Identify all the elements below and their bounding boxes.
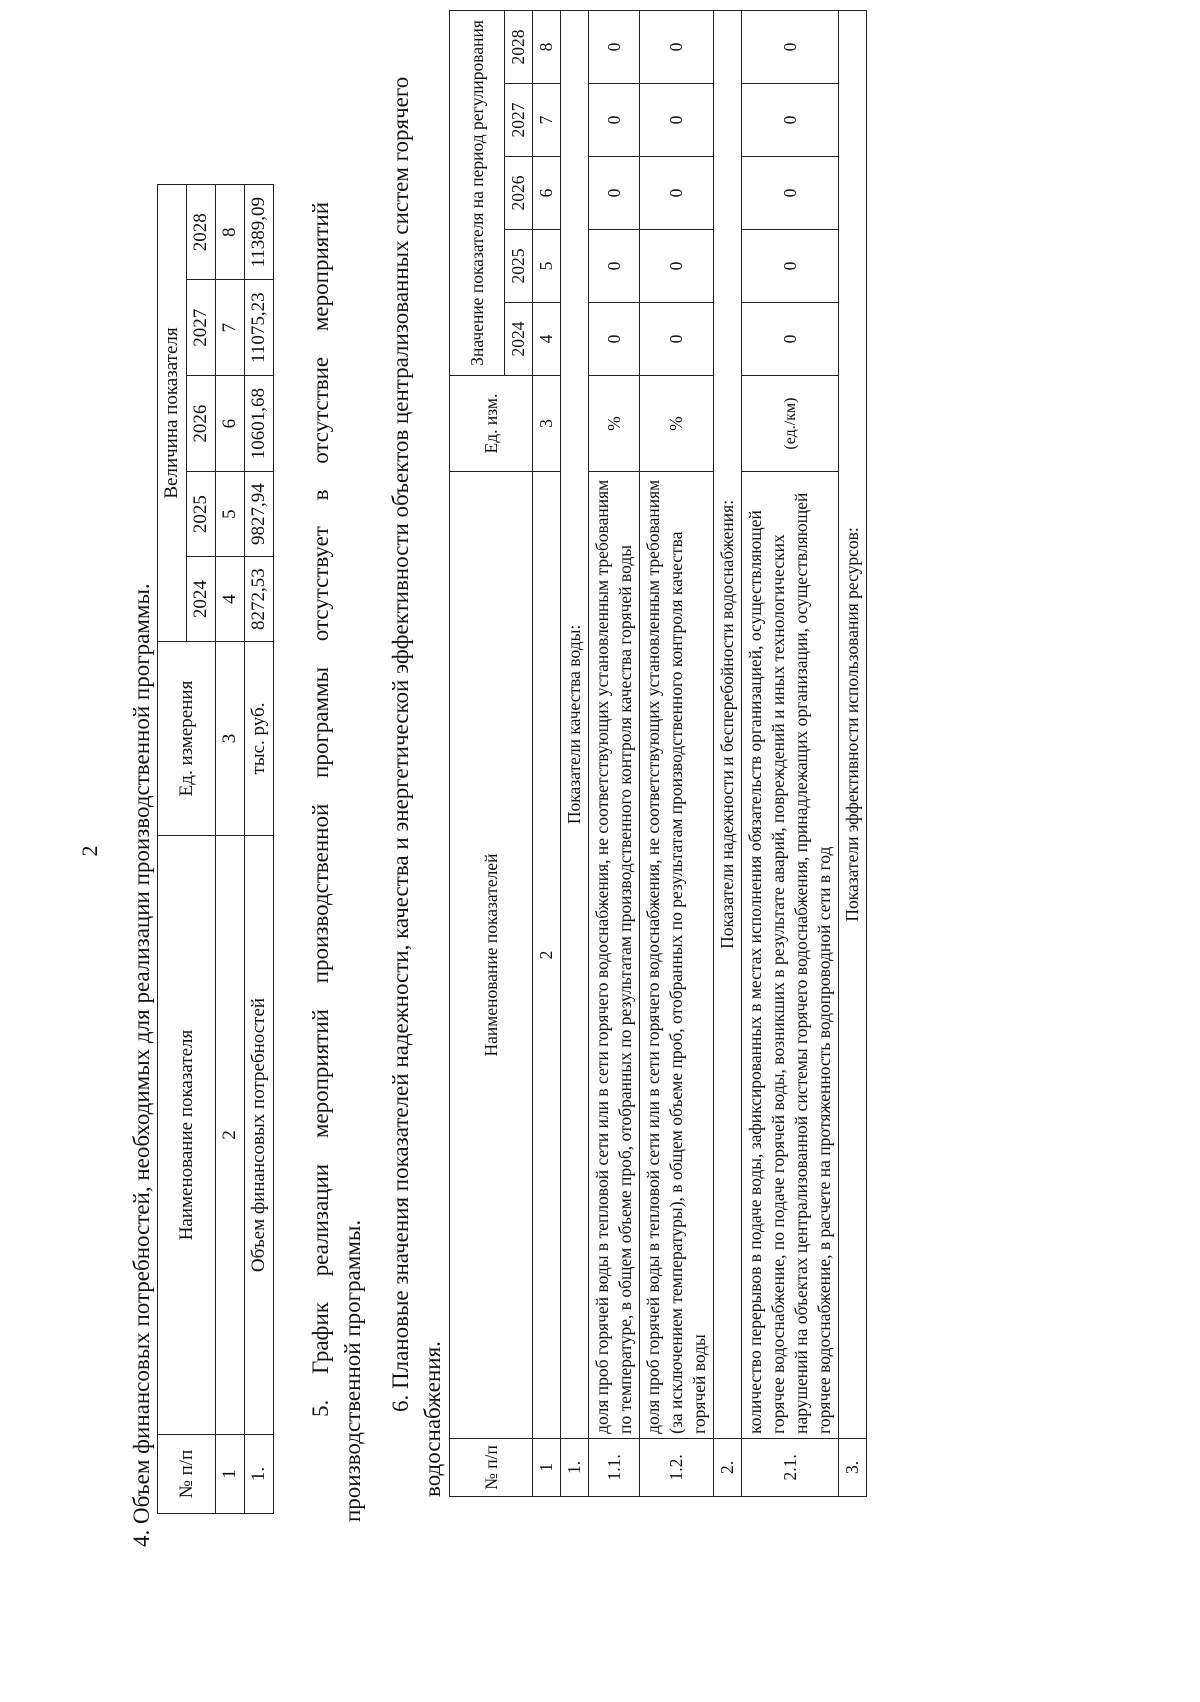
t1-colnum: 8 xyxy=(216,185,245,280)
t2-value-2024: 0 xyxy=(742,302,839,375)
t1-value-2025: 9827,94 xyxy=(245,472,274,557)
t2-value-2028: 0 xyxy=(589,11,640,84)
table-row xyxy=(714,11,742,1497)
t2-row-unit: (ед./км) xyxy=(742,375,839,471)
t2-value-2024: 0 xyxy=(589,302,640,375)
t2-row-num: 1.1. xyxy=(589,1438,640,1496)
t2-group-num: 3. xyxy=(839,1438,867,1496)
t2-header-period: Значение показателя на период регулирования xyxy=(450,11,505,376)
t2-value-2028: 0 xyxy=(640,11,714,84)
t2-group-title: Показатели надежности и бесперебойности водоснабжения: xyxy=(714,11,742,1439)
t1-year-2025: 2025 xyxy=(187,472,216,557)
t1-header-name: Наименование показателя xyxy=(158,836,216,1435)
t2-value-2028: 0 xyxy=(742,11,839,84)
t2-row-name: количество перерывов в подаче воды, зафиксированных в местах исполнения обязательств организацией, осуществляющей горячее водоснабжение, по подаче горячей воды, возникших в результате аварий, повреждений и иных технологических нарушений на объектах централизованной системы горячего водоснабжения, принадлежащих организации, осуществляющей горячее водоснабжение, в расчете на протяженность водопроводной сети в год xyxy=(742,472,839,1439)
t2-group-num: 1. xyxy=(561,1438,589,1496)
t2-row-num: 2.1. xyxy=(742,1438,839,1496)
t2-header-unit: Ед. изм. xyxy=(450,375,533,471)
t2-value-2026: 0 xyxy=(640,157,714,230)
t2-value-2027: 0 xyxy=(640,84,714,157)
t2-group-title: Показатели качества воды: xyxy=(561,11,589,1439)
table-row xyxy=(589,11,640,1497)
t1-header-num: № п/п xyxy=(158,1435,216,1514)
t1-value-2024: 8272,53 xyxy=(245,557,274,642)
t2-colnum: 8 xyxy=(533,11,561,84)
t1-year-2024: 2024 xyxy=(187,557,216,642)
t1-row-unit: тыс. руб. xyxy=(245,642,274,836)
t1-colnum: 2 xyxy=(216,836,245,1435)
t2-year-2027: 2027 xyxy=(505,84,533,157)
t2-year-2024: 2024 xyxy=(505,302,533,375)
t1-colnum: 7 xyxy=(216,280,245,375)
t1-value-2027: 11075,23 xyxy=(245,280,274,375)
financial-needs-table xyxy=(157,184,274,1514)
table-row xyxy=(839,11,867,1497)
t2-row-name: доля проб горячей воды в тепловой сети или в сети горячего водоснабжения, не соответствующих установленным требованиям по температуре, в общем объеме проб, отобранных по результатам производственного контроля качества горячей воды xyxy=(589,472,640,1439)
t2-group-num: 2. xyxy=(714,1438,742,1496)
table-row xyxy=(245,185,274,1514)
t2-colnum: 5 xyxy=(533,229,561,302)
section-4-heading: 4. Объем финансовых потребностей, необходимых для реализации производственной программы. xyxy=(129,583,154,1547)
t2-colnum: 2 xyxy=(533,472,561,1439)
t1-year-2028: 2028 xyxy=(187,185,216,280)
t1-colnum: 5 xyxy=(216,472,245,557)
t2-row-num: 1.2. xyxy=(640,1438,714,1496)
t1-header-unit: Ед. измерения xyxy=(158,642,216,836)
t2-colnum: 4 xyxy=(533,302,561,375)
t2-row-name: доля проб горячей воды в тепловой сети или в сети горячего водоснабжения, не соответствующих установленным требованиям (за исключением температуры), в общем объеме проб, отобранных по результатам производственного контроля качества горячей воды xyxy=(640,472,714,1439)
t2-year-2028: 2028 xyxy=(505,11,533,84)
t1-year-2027: 2027 xyxy=(187,280,216,375)
t1-colnum: 1 xyxy=(216,1435,245,1514)
table-row xyxy=(640,11,714,1497)
t2-colnum: 7 xyxy=(533,84,561,157)
t2-value-2025: 0 xyxy=(589,229,640,302)
t1-value-2028: 11389,09 xyxy=(245,185,274,280)
t2-row-unit: % xyxy=(640,375,714,471)
t1-row-name: Объем финансовых потребностей xyxy=(245,836,274,1435)
t2-year-2026: 2026 xyxy=(505,157,533,230)
t2-value-2027: 0 xyxy=(589,84,640,157)
page-number: 2 xyxy=(77,845,102,857)
t2-colnum: 1 xyxy=(533,1438,561,1496)
t1-value-2026: 10601,68 xyxy=(245,375,274,471)
t1-colnum: 3 xyxy=(216,642,245,836)
t1-colnum: 6 xyxy=(216,375,245,471)
t1-year-2026: 2026 xyxy=(187,375,216,471)
t1-header-value: Величина показателя xyxy=(158,185,187,642)
t1-colnum: 4 xyxy=(216,557,245,642)
t2-value-2024: 0 xyxy=(640,302,714,375)
t2-year-2025: 2025 xyxy=(505,229,533,302)
t2-header-num: № п/п xyxy=(450,1438,533,1496)
t2-colnum: 6 xyxy=(533,157,561,230)
section-6-heading: 6. Плановые значения показателей надежности, качества и энергетической эффективности объектов централизованных систем горячего водоснабжения. xyxy=(388,76,445,1497)
t2-value-2025: 0 xyxy=(640,229,714,302)
t2-value-2026: 0 xyxy=(742,157,839,230)
indicators-table xyxy=(449,10,867,1497)
t2-header-name: Наименование показателей xyxy=(450,472,533,1439)
t1-row-num: 1. xyxy=(245,1435,274,1514)
t2-group-title: Показатели эффективности использования ресурсов: xyxy=(839,11,867,1439)
t2-value-2026: 0 xyxy=(589,157,640,230)
t2-value-2027: 0 xyxy=(742,84,839,157)
t2-colnum: 3 xyxy=(533,375,561,471)
section-5-text: 5. График реализации мероприятий производственной программы отсутствует в отсутствие мероприятий производственной программы. xyxy=(308,202,365,1522)
t2-row-unit: % xyxy=(589,375,640,471)
t2-value-2025: 0 xyxy=(742,229,839,302)
table-row xyxy=(561,11,589,1497)
table-row xyxy=(742,11,839,1497)
